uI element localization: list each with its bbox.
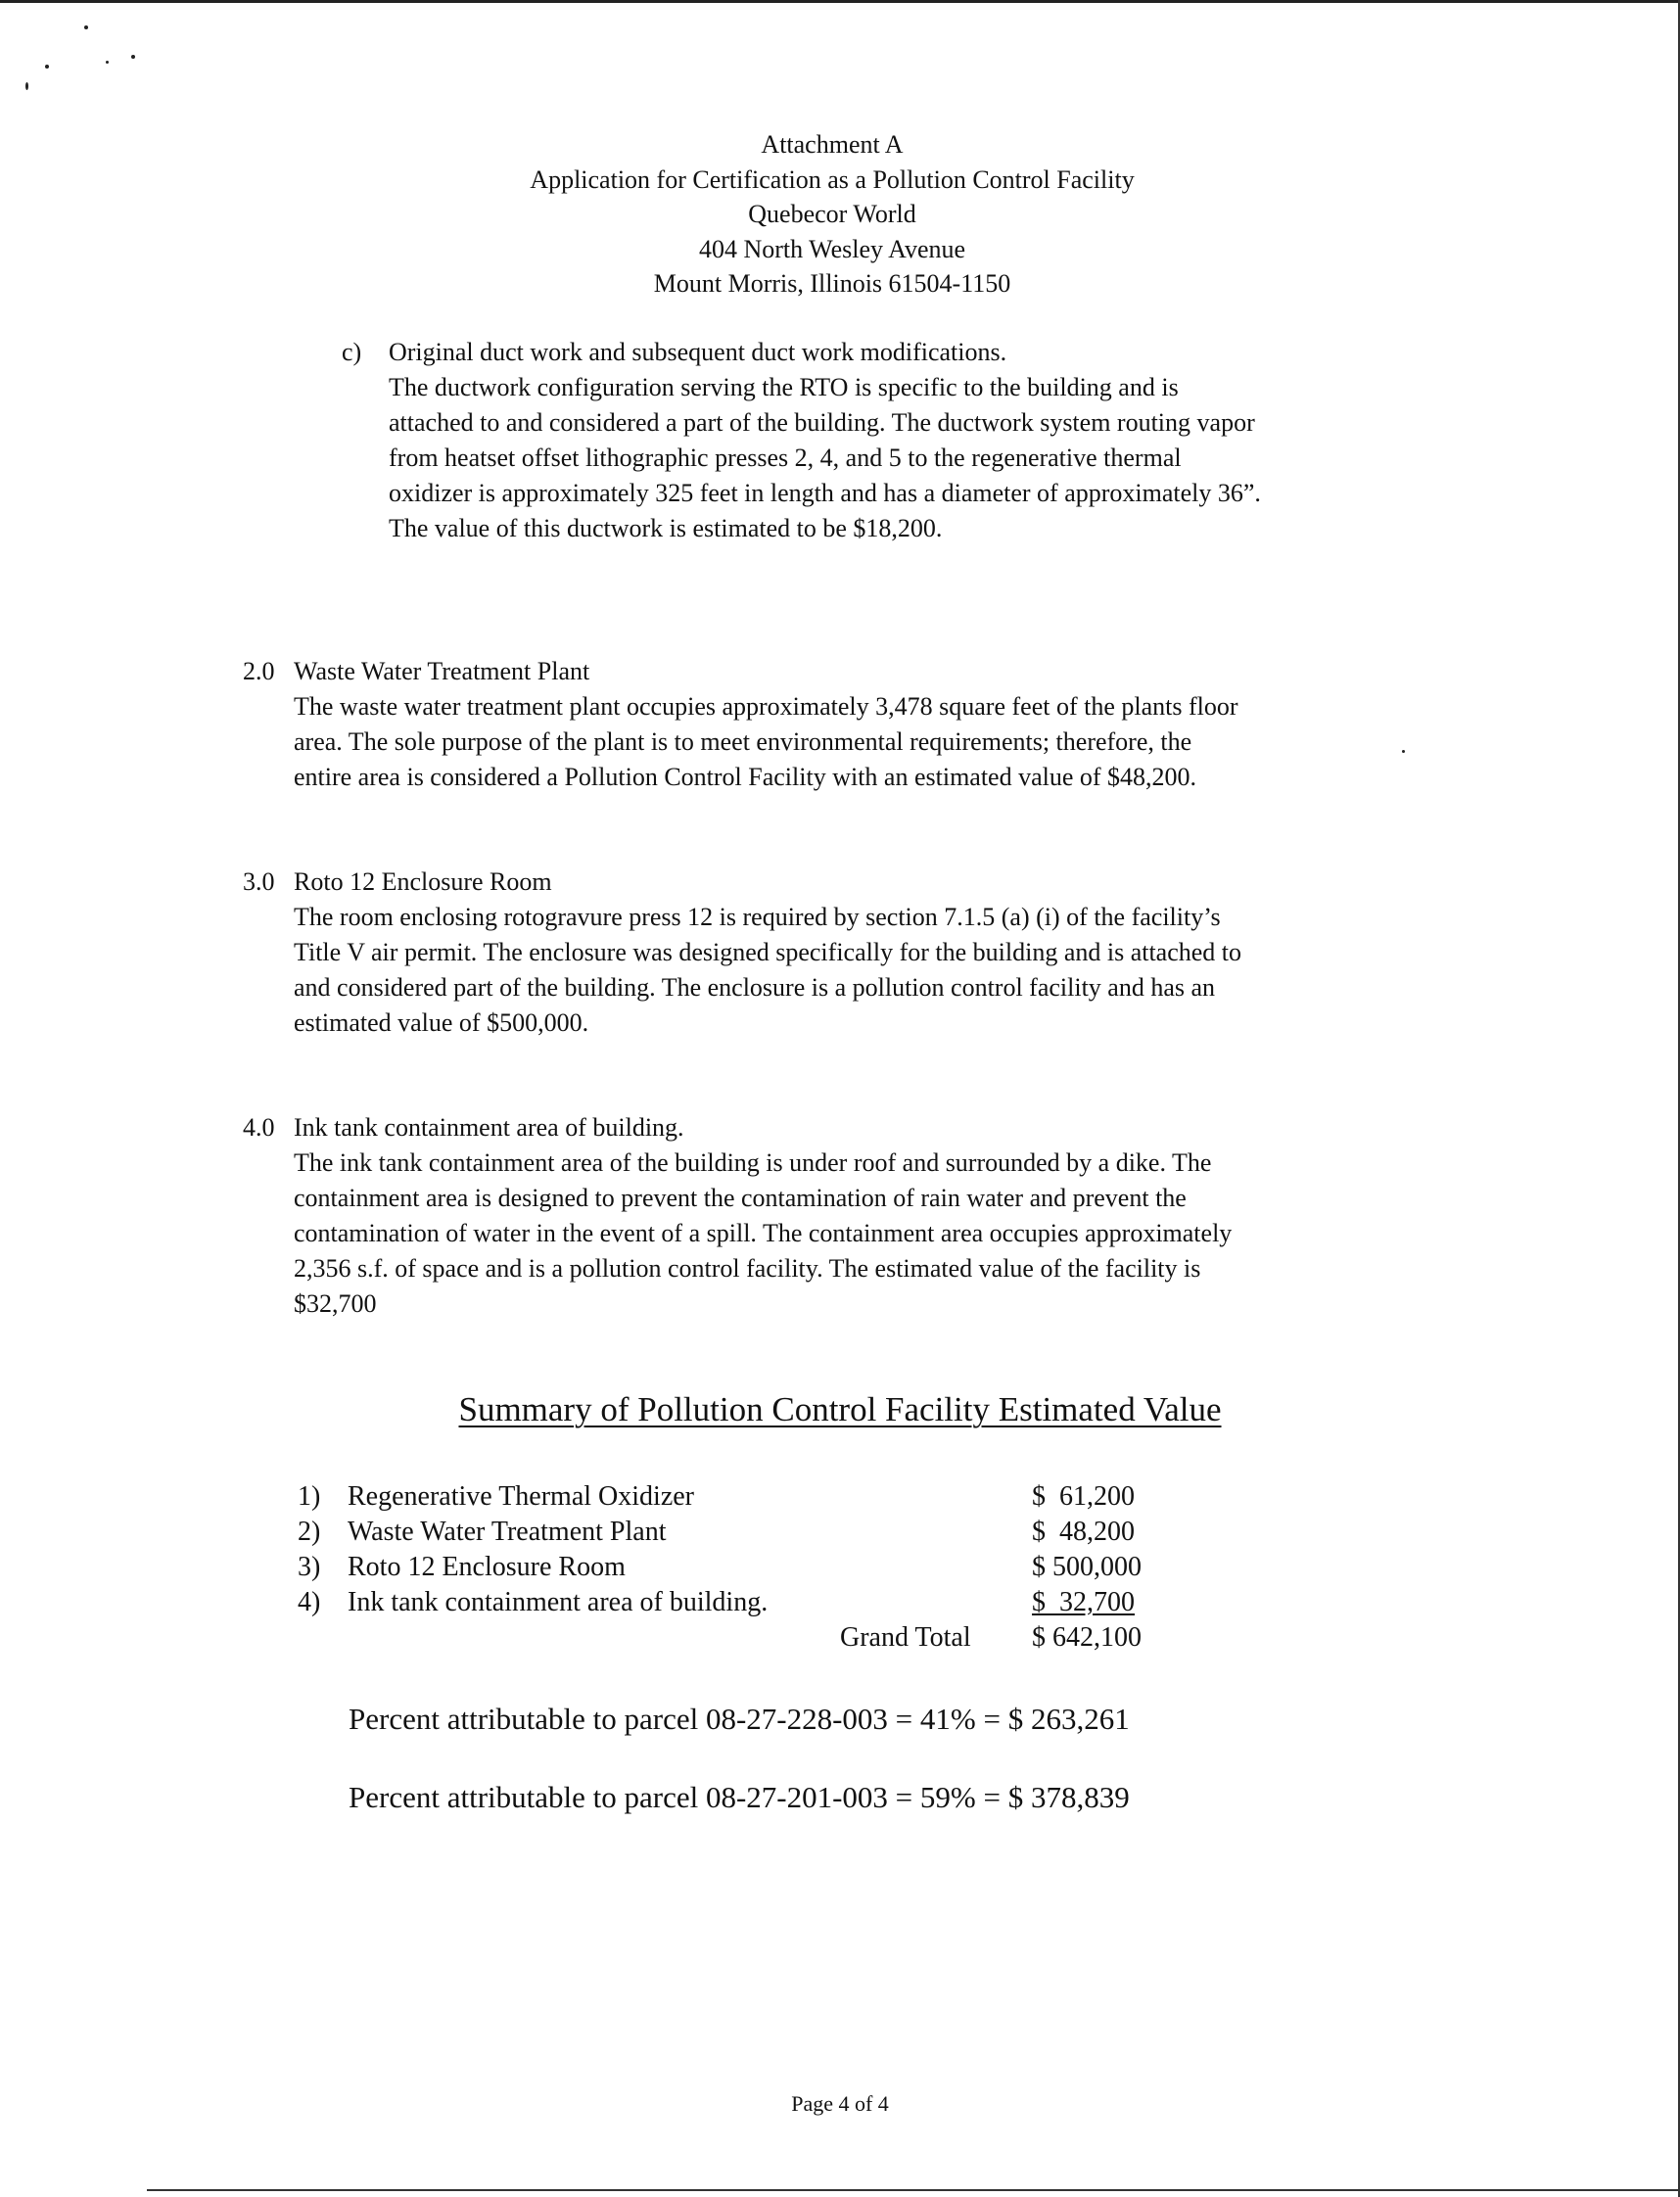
header-attachment: Attachment A — [761, 130, 904, 159]
summary-row-label: Regenerative Thermal Oxidizer — [348, 1481, 694, 1512]
scan-speck — [106, 61, 109, 64]
grand-total-amount: $ 642,100 — [1032, 1622, 1142, 1653]
scan-edge-top — [0, 0, 1680, 3]
section-c-line: The ductwork configuration serving the RTO is specific to the building and is — [389, 373, 1179, 401]
summary-row-label: Roto 12 Enclosure Room — [348, 1552, 626, 1582]
scan-edge-bottom — [147, 2189, 1680, 2191]
section-2-line: The waste water treatment plant occupies approximately 3,478 square feet of the plants floor — [294, 692, 1238, 721]
summary-title — [0, 1388, 1680, 1431]
section-3-title: Roto 12 Enclosure Room — [294, 867, 552, 896]
percent-parcel-1: Percent attributable to parcel 08-27-228-003 = 41% = $ 263,261 — [349, 1702, 1130, 1736]
document-header — [0, 127, 1664, 302]
section-4-line: 2,356 s.f. of space and is a pollution control facility. The estimated value of the facility is — [294, 1254, 1201, 1283]
summary-title-text: Summary of Pollution Control Facility Estimated Value — [458, 1390, 1222, 1428]
section-c-marker: c) — [342, 338, 362, 366]
scan-speck — [25, 82, 28, 90]
summary-row-amount: $ 500,000 — [1032, 1552, 1142, 1582]
section-3-number: 3.0 — [243, 867, 275, 896]
header-company: Quebecor World — [748, 200, 916, 228]
section-c-line: from heatset offset lithographic presses 2, 4, and 5 to the regenerative thermal — [389, 444, 1182, 472]
section-c-line: oxidizer is approximately 325 feet in length and has a diameter of approximately 36”. — [389, 479, 1261, 507]
section-c-line: The value of this ductwork is estimated to be $18,200. — [389, 514, 943, 542]
page-number: Page 4 of 4 — [791, 2091, 889, 2116]
section-c-line: attached to and considered a part of the building. The ductwork system routing vapor — [389, 408, 1255, 437]
summary-row-amount: $ 48,200 — [1032, 1517, 1135, 1547]
scan-speck — [84, 25, 88, 29]
summary-row — [0, 1514, 1680, 1551]
section-4-number: 4.0 — [243, 1113, 275, 1142]
section-3-line: and considered part of the building. The enclosure is a pollution control facility and has an — [294, 973, 1216, 1002]
summary-row — [0, 1584, 1680, 1621]
section-3-line: The room enclosing rotogravure press 12 is required by section 7.1.5 (a) (i) of the facility’s — [294, 903, 1221, 931]
summary-row — [0, 1478, 1680, 1516]
percent-parcel-2: Percent attributable to parcel 08-27-201-003 = 59% = $ 378,839 — [349, 1780, 1130, 1814]
summary-row-number: 3) — [298, 1552, 321, 1582]
section-2-line: area. The sole purpose of the plant is to meet environmental requirements; therefore, the — [294, 727, 1192, 756]
scan-speck — [131, 55, 135, 59]
section-2-number: 2.0 — [243, 657, 275, 685]
summary-row-label: Ink tank containment area of building. — [348, 1587, 769, 1617]
grand-total-label: Grand Total — [840, 1622, 971, 1653]
summary-row-number: 4) — [298, 1587, 321, 1617]
summary-row-number: 2) — [298, 1517, 321, 1547]
summary-row-amount: $ 32,700 — [1032, 1587, 1135, 1617]
section-2-line: entire area is considered a Pollution Control Facility with an estimated value of $48,200. — [294, 763, 1197, 791]
summary-row-label: Waste Water Treatment Plant — [348, 1517, 667, 1547]
summary-row-number: 1) — [298, 1481, 321, 1512]
section-4-line: $32,700 — [294, 1289, 377, 1318]
section-c-title: Original duct work and subsequent duct work modifications. — [389, 338, 1007, 366]
section-3-line: Title V air permit. The enclosure was designed specifically for the building and is attached to — [294, 938, 1242, 966]
scan-speck — [45, 65, 49, 69]
section-4-line: containment area is designed to prevent the contamination of rain water and prevent the — [294, 1184, 1187, 1212]
section-2-title: Waste Water Treatment Plant — [294, 657, 590, 685]
section-4-line: contamination of water in the event of a spill. The containment area occupies approximately — [294, 1219, 1233, 1247]
header-city: Mount Morris, Illinois 61504-1150 — [653, 269, 1011, 298]
header-application-title: Application for Certification as a Pollution Control Facility — [530, 164, 1135, 194]
scan-speck — [1402, 750, 1405, 753]
section-4-title: Ink tank containment area of building. — [294, 1113, 684, 1142]
section-4-line: The ink tank containment area of the building is under roof and surrounded by a dike. The — [294, 1148, 1212, 1177]
summary-row — [0, 1549, 1680, 1586]
section-3-line: estimated value of $500,000. — [294, 1008, 589, 1037]
header-street: 404 North Wesley Avenue — [698, 234, 966, 263]
summary-row-amount: $ 61,200 — [1032, 1481, 1135, 1512]
